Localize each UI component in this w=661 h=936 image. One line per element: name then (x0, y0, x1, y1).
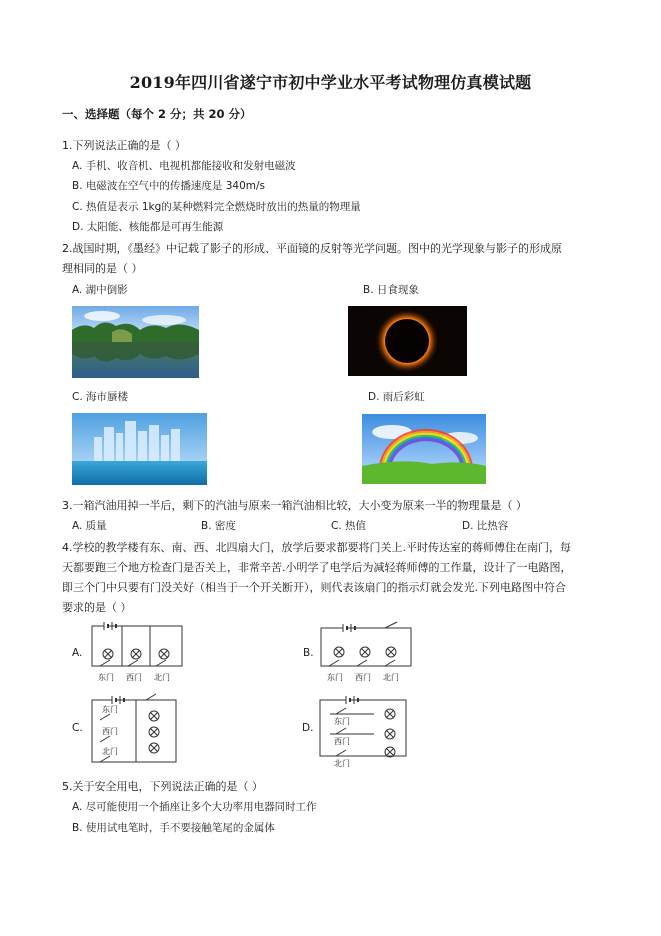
q4-option-a-letter: A. (72, 647, 83, 659)
q5-option-a: A. 尽可能使用一个插座让多个大功率用电器同时工作 (72, 801, 317, 813)
question-2-stem-cont: 理相同的是（ ） (62, 262, 143, 275)
door-label-west-c: 西门 (102, 727, 118, 736)
mirage-image (72, 413, 207, 485)
q5-option-b: B. 使用试电笔时，手不要接触笔尾的金属体 (72, 822, 275, 834)
solar-eclipse-image (348, 306, 467, 376)
question-4-stem-line2: 天都要跑三个地方检查门是否关上，非常辛苦.小明学了电学后为减轻蒋师傅的工作量，设计了一电路图， (62, 561, 572, 574)
question-5-stem: 5.关于安全用电，下列说法正确的是（ ） (62, 780, 263, 793)
section-heading: 一、选择题（每个 2 分；共 20 分） (62, 107, 252, 121)
question-3-stem: 3.一箱汽油用掉一半后，剩下的汽油与原来一箱汽油相比较，大小变为原来一半的物理量是（ ） (62, 499, 527, 512)
question-2-stem: 2.战国时期，《墨经》中记载了影子的形成、平面镜的反射等光学问题。图中的光学现象与影子的形成原 (62, 242, 562, 255)
door-label-west-b: 西门 (355, 673, 371, 682)
circuit-diagram-a (86, 618, 188, 686)
q1-option-d: D. 太阳能、核能都是可再生能源 (72, 221, 224, 233)
question-4-stem-line3: 即三个门中只要有门没关好（相当于一个开关断开），则代表该扇门的指示灯就会发光.下列电路图中符合 (62, 581, 566, 594)
door-label-east: 东门 (98, 673, 114, 682)
door-label-north-d: 北门 (334, 759, 350, 768)
door-label-east-b: 东门 (327, 673, 343, 682)
door-label-north-c: 北门 (102, 747, 118, 756)
q2-option-d: D. 雨后彩虹 (368, 391, 425, 403)
door-label-west: 西门 (126, 673, 142, 682)
q2-option-c: C. 海市蜃楼 (72, 391, 129, 403)
question-4-stem-line4: 要求的是（ ） (62, 601, 132, 614)
q3-option-c: C. 热值 (331, 520, 367, 532)
q4-option-c-letter: C. (72, 722, 83, 734)
q3-option-b: B. 密度 (201, 520, 236, 532)
circuit-diagram-b (315, 618, 417, 686)
lake-reflection-image (72, 306, 199, 378)
q4-option-d-letter: D. (302, 722, 314, 734)
door-label-north: 北门 (154, 673, 170, 682)
q2-option-a: A. 湖中倒影 (72, 284, 128, 296)
door-label-north-b: 北门 (383, 673, 399, 682)
rainbow-image (362, 414, 486, 484)
q3-option-a: A. 质量 (72, 520, 107, 532)
q4-option-b-letter: B. (303, 647, 314, 659)
circuit-diagram-d (314, 690, 414, 770)
q3-option-d: D. 比热容 (462, 520, 509, 532)
question-4-stem: 4.学校的教学楼有东、南、西、北四扇大门，放学后要求都要将门关上.平时传达室的蒋师傅住在南门，每 (62, 541, 571, 554)
q1-option-a: A. 手机、收音机、电视机都能接收和发射电磁波 (72, 160, 296, 172)
door-label-east-c: 东门 (102, 705, 118, 714)
q1-option-b: B. 电磁波在空气中的传播速度是 340m/s (72, 180, 265, 192)
door-label-west-d: 西门 (334, 737, 350, 746)
circuit-diagram-c (86, 690, 186, 770)
page-title: 2019年四川省遂宁市初中学业水平考试物理仿真模试题 (129, 73, 532, 92)
question-1-stem: 1.下列说法正确的是（ ） (62, 139, 186, 152)
door-label-east-d: 东门 (334, 717, 350, 726)
q2-option-b: B. 日食现象 (363, 284, 419, 296)
q1-option-c: C. 热值是表示 1kg的某种燃料完全燃烧时放出的热量的物理量 (72, 201, 361, 213)
